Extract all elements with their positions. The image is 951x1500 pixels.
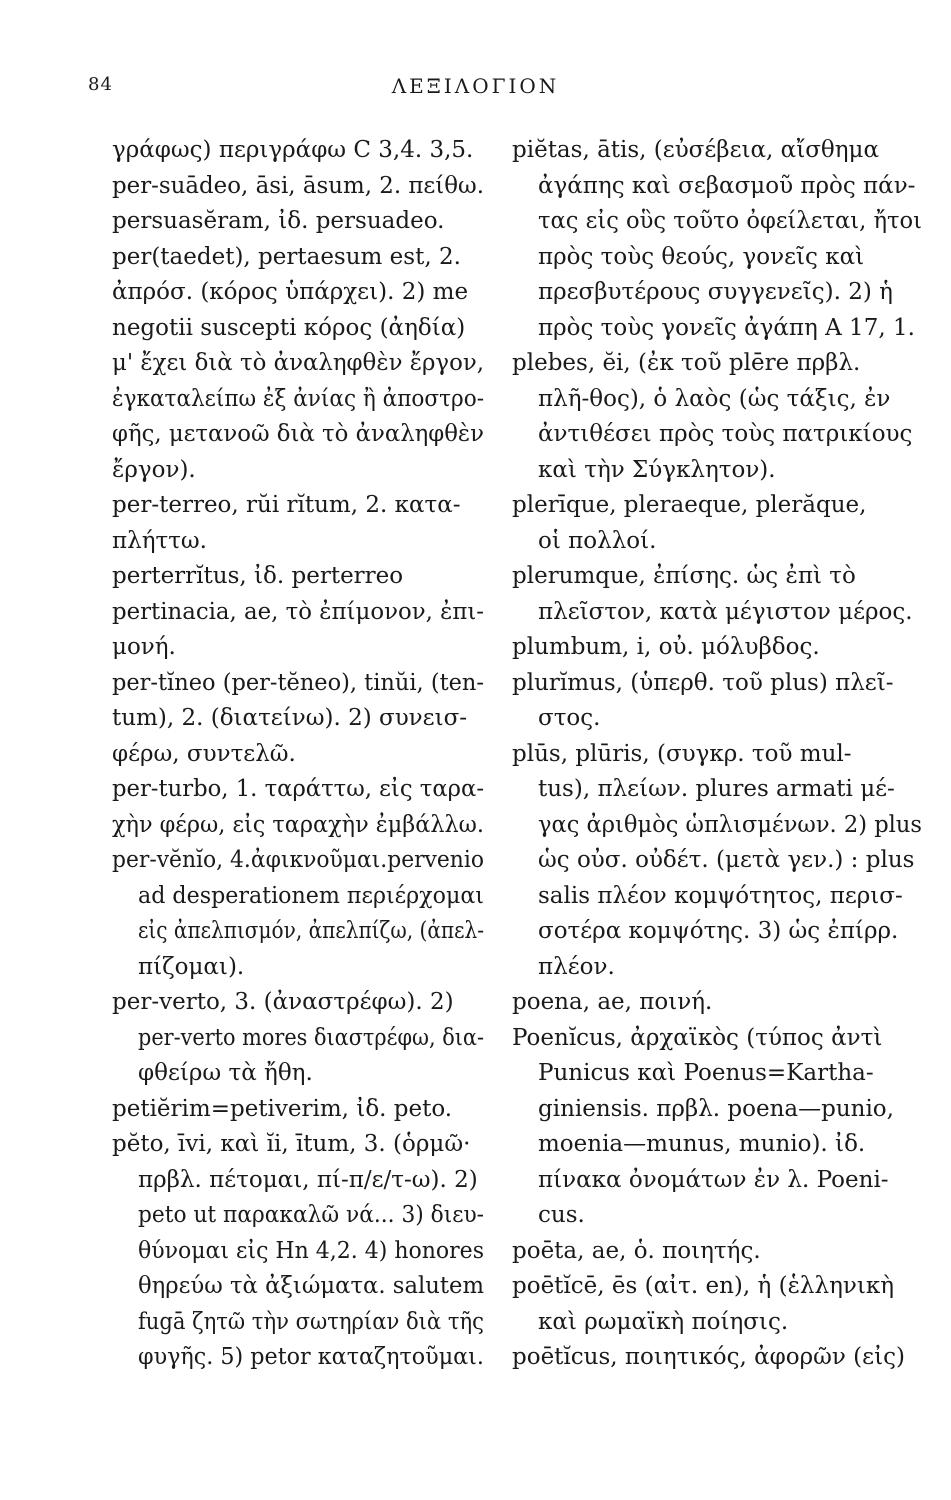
text-line: μ' ἔχει διὰ τὸ ἀναληφθὲν ἔργον, bbox=[112, 350, 484, 376]
text-line: poena, ae, ποινή. bbox=[512, 989, 713, 1015]
text-line: per-turbo, 1. ταράττω, εἰς ταρα- bbox=[112, 776, 484, 802]
text-line: φέρω, συντελῶ. bbox=[112, 740, 296, 767]
text-line: tum), 2. (διατείνω). 2) συνεισ- bbox=[112, 705, 468, 731]
text-line: ἐγκαταλείπω ἐξ ἀνίας ἢ ἀποστρο- bbox=[112, 385, 484, 412]
text-line: καὶ τὴν Σύγκλητον). bbox=[538, 456, 776, 483]
text-line: πλέον. bbox=[538, 953, 615, 980]
text-line: ad desperationem περιέρχομαι bbox=[138, 882, 484, 909]
text-line: μονή. bbox=[112, 634, 176, 660]
text-line: tus), πλείων. plures armati μέ- bbox=[538, 776, 895, 802]
text-line: poēta, ae, ὁ. ποιητής. bbox=[512, 1237, 761, 1264]
text-line: per-verto, 3. (ἀναστρέφω). 2) bbox=[112, 989, 454, 1015]
text-line: poētĭcē, ēs (αἰτ. en), ἡ (ἑλληνικὴ bbox=[512, 1273, 895, 1299]
text-line: φῆς, μετανοῶ διὰ τὸ ἀναληφθὲν bbox=[112, 421, 484, 447]
text-line: piĕtas, ātis, (εὐσέβεια, αἴσθημα bbox=[512, 137, 880, 163]
text-line: θύνομαι εἰς Hn 4,2. 4) honores bbox=[138, 1237, 484, 1264]
text-line: peto ut παρακαλῶ νά... 3) διευ- bbox=[138, 1202, 484, 1228]
text-line: poētĭcus, ποιητικός, ἀφορῶν (εἰς) bbox=[512, 1344, 905, 1370]
text-line: plebes, ĕi, (ἐκ τοῦ plēre πρβλ. bbox=[512, 350, 861, 376]
text-line: moenia—munus, munio). ἰδ. bbox=[538, 1131, 866, 1157]
text-line: cus. bbox=[538, 1202, 585, 1228]
text-line: per-tĭneo (per-tĕneo), tinŭi, (ten- bbox=[112, 669, 484, 696]
text-line: πίζομαι). bbox=[138, 953, 245, 980]
text-line: per-suādeo, āsi, āsum, 2. πείθω. bbox=[112, 172, 484, 199]
text-line: ἀγάπης καὶ σεβασμοῦ πρὸς πάν- bbox=[538, 172, 916, 199]
text-line: πρβλ. πέτομαι, πί-π/ε/τ-ω). 2) bbox=[138, 1166, 478, 1193]
text-line: per(taedet), pertaesum est, 2. bbox=[112, 243, 461, 270]
text-line: salis πλέον κομψότητος, περισ- bbox=[538, 882, 903, 909]
text-line: θηρεύω τὰ ἀξιώματα. salutem bbox=[138, 1273, 484, 1299]
text-line: plerīque, pleraeque, plerăque, bbox=[512, 492, 867, 518]
text-line: πρεσβυτέρους συγγενεῖς). 2) ἡ bbox=[538, 279, 893, 305]
page-header bbox=[0, 68, 951, 108]
text-line: giniensis. πρβλ. poena—punio, bbox=[538, 1095, 894, 1122]
text-line: πλήττω. bbox=[112, 527, 207, 554]
text-line: perterrĭtus, ἰδ. perterreo bbox=[112, 563, 404, 589]
text-line: per-vĕnĭo, 4.ἀφικνοῦμαι.pervenio bbox=[112, 847, 484, 873]
text-line: persuasĕram, ἰδ. persuadeo. bbox=[112, 208, 445, 234]
text-line: καὶ ρωμαϊκὴ ποίησις. bbox=[538, 1308, 789, 1335]
text-line: plurĭmus, (ὑπερθ. τοῦ plus) πλεῖ- bbox=[512, 669, 894, 696]
text-line: φθείρω τὰ ἤθη. bbox=[138, 1060, 313, 1086]
text-line: plūs, plūris, (συγκρ. τοῦ mul- bbox=[512, 740, 852, 767]
text-line: Poenĭcus, ἀρχαϊκὸς (τύπος ἀντὶ bbox=[512, 1024, 883, 1051]
text-line: τας εἰς οὓς τοῦτο ὀφείλεται, ἤτοι bbox=[538, 208, 922, 234]
text-line: ἔργον). bbox=[112, 456, 196, 483]
text-line: πίνακα ὀνομάτων ἐν λ. Poeni- bbox=[538, 1166, 889, 1193]
text-line: ὡς οὐσ. οὐδέτ. (μετὰ γεν.) : plus bbox=[538, 847, 915, 873]
text-line: γας ἀριθμὸς ὡπλισμένων. 2) plus bbox=[538, 811, 922, 838]
text-line: plerumque, ἐπίσης. ὡς ἐπὶ τὸ bbox=[512, 563, 856, 589]
text-line: negotii suscepti κόρος (ἀηδία) bbox=[112, 314, 466, 341]
text-line: στος. bbox=[538, 705, 601, 731]
page-number: 84 bbox=[88, 74, 113, 95]
text-line: petiĕrim=petiverim, ἰδ. peto. bbox=[112, 1095, 453, 1122]
text-line: γράφως) περιγράφω C 3,4. 3,5. bbox=[112, 137, 474, 163]
text-line: per-verto mores διαστρέφω, δια- bbox=[138, 1024, 484, 1051]
text-line: πλεῖστον, κατὰ μέγιστον μέρος. bbox=[538, 598, 913, 625]
text-line: plumbum, i, οὐ. μόλυβδος. bbox=[512, 634, 820, 660]
right-column bbox=[512, 133, 922, 1376]
text-line: σοτέρα κομψότης. 3) ὡς ἐπίρρ. bbox=[538, 918, 899, 944]
text-line: fugā ζητῶ τὴν σωτηρίαν διὰ τῆς bbox=[138, 1308, 484, 1335]
left-column bbox=[112, 133, 484, 1376]
text-line: χὴν φέρω, εἰς ταραχὴν ἐμβάλλω. bbox=[112, 811, 484, 838]
text-line: εἰς ἀπελπισμόν, ἀπελπίζω, (ἀπελ- bbox=[138, 918, 484, 944]
text-line: per-terreo, rŭi rĭtum, 2. κατα- bbox=[112, 492, 461, 518]
text-line: πρὸς τοὺς γονεῖς ἀγάπη A 17, 1. bbox=[538, 314, 915, 341]
text-line: πλῆ-θος), ὁ λαὸς (ὡς τάξις, ἐν bbox=[538, 385, 891, 412]
text-line: φυγῆς. 5) petor καταζητοῦμαι. bbox=[138, 1344, 484, 1370]
text-line: ἀπρόσ. (κόρος ὑπάρχει). 2) me bbox=[112, 279, 469, 305]
text-line: pĕto, īvi, καὶ ĭi, ītum, 3. (ὁρμῶ· bbox=[112, 1131, 471, 1157]
text-line: ἀντιθέσει πρὸς τοὺς πατρικίους bbox=[538, 421, 913, 447]
running-title: ΛΕΞΙΛΟΓΙΟΝ bbox=[391, 74, 560, 98]
text-line: pertinacia, ae, τὸ ἐπίμονον, ἐπι- bbox=[112, 598, 484, 625]
text-line: πρὸς τοὺς θεούς, γονεῖς καὶ bbox=[538, 243, 865, 270]
text-line: Punicus καὶ Poenus=Kartha- bbox=[538, 1060, 874, 1086]
text-line: οἱ πολλοί. bbox=[538, 527, 657, 554]
